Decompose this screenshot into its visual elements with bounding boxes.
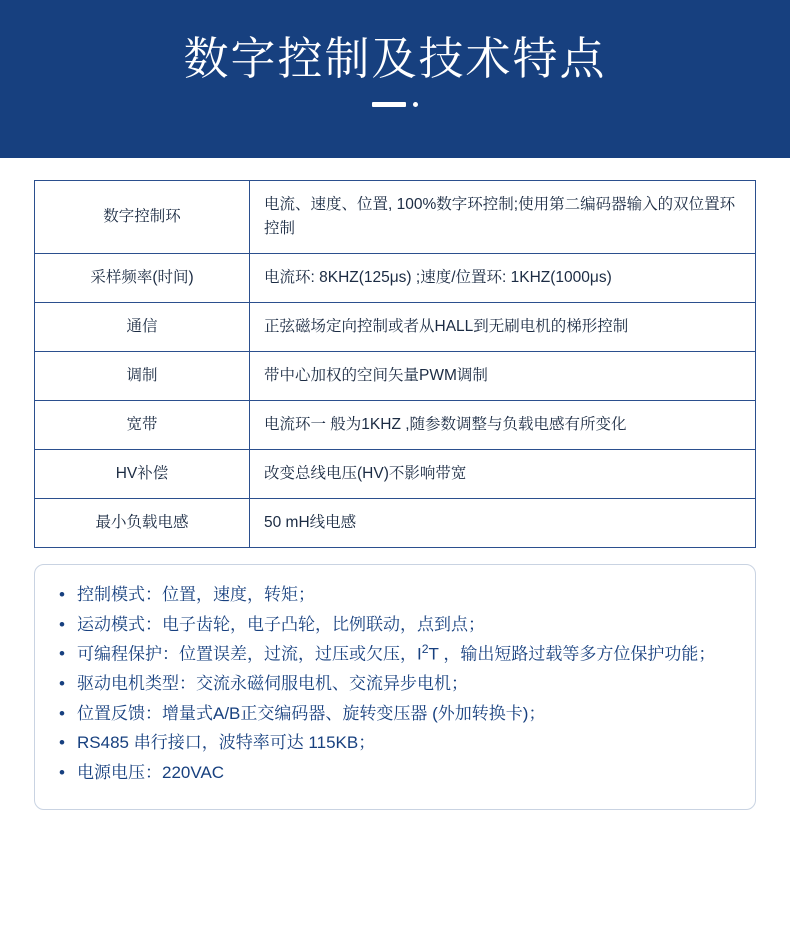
list-item: [57, 640, 733, 668]
list-item: [57, 581, 733, 609]
table-row: [35, 450, 756, 499]
list-item-text: 控制模式：位置，速度，转矩；: [77, 585, 315, 605]
spec-value: 电流、速度、位置, 100%数字环控制;使用第二编码器输入的双位置环控制: [250, 181, 756, 254]
list-item-text: RS485 串行接口，波特率可达 115KB；: [77, 733, 376, 753]
features-panel: [34, 564, 756, 809]
list-item-text: 驱动电机类型：交流永磁伺服电机、交流异步电机；: [77, 674, 468, 694]
spec-label: 调制: [35, 352, 250, 401]
spec-table-wrapper: [34, 180, 756, 548]
list-item: [57, 670, 733, 698]
spec-table: [34, 180, 756, 548]
spec-label: 采样频率(时间): [35, 254, 250, 303]
header-banner: [0, 0, 790, 158]
spec-value: 50 mH线电感: [250, 499, 756, 548]
list-item-text: 电源电压：220VAC: [77, 762, 225, 782]
spec-label: HV补偿: [35, 450, 250, 499]
table-row: [35, 181, 756, 254]
spec-label: 宽带: [35, 401, 250, 450]
spec-table-body: [35, 181, 756, 548]
table-row: [35, 499, 756, 548]
dash-dot-divider-icon: [372, 102, 418, 107]
list-item-text: 位置反馈：增量式A/B正交编码器、旋转变压器 (外加转换卡)；: [77, 703, 546, 723]
table-row: [35, 254, 756, 303]
spec-value: 正弦磁场定向控制或者从HALL到无刷电机的梯形控制: [250, 303, 756, 352]
spec-value: 电流环: 8KHZ(125μs) ;速度/位置环: 1KHZ(1000μs): [250, 254, 756, 303]
spec-value: 电流环一 般为1KHZ ,随参数调整与负载电感有所变化: [250, 401, 756, 450]
list-item: [57, 611, 733, 639]
list-item: [57, 729, 733, 757]
superscript-text: 2: [421, 642, 429, 657]
spec-label: 通信: [35, 303, 250, 352]
divider-dash: [372, 102, 406, 107]
table-row: [35, 401, 756, 450]
list-item: [57, 759, 733, 787]
page-title: 数字控制及技术特点: [183, 33, 607, 84]
spec-value: 改变总线电压(HV)不影响带宽: [250, 450, 756, 499]
table-row: [35, 303, 756, 352]
list-item-text-cont: T ，输出短路过载等多方位保护功能；: [428, 644, 716, 664]
spec-label: 最小负载电感: [35, 499, 250, 548]
divider-dot: [413, 102, 418, 107]
table-row: [35, 352, 756, 401]
list-item: [57, 700, 733, 728]
spec-label: 数字控制环: [35, 181, 250, 254]
list-item-text: 运动模式：电子齿轮，电子凸轮，比例联动，点到点；: [77, 614, 485, 634]
features-list: [57, 581, 733, 786]
spec-value: 带中心加权的空间矢量PWM调制: [250, 352, 756, 401]
list-item-text: 可编程保护：位置误差，过流，过压或欠压，I: [77, 644, 422, 664]
